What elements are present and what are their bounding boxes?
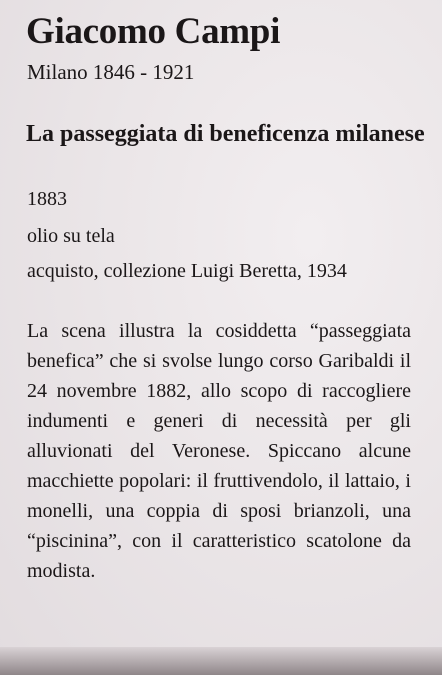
artwork-description: La scena illustra la cosiddetta “passeggiata benefica” che si svolse lungo corso Garibaldi il 24 novembre 1882, allo scopo di raccogliere indumenti e generi di necessità per gli alluvionati del Veronese. Spiccano alcune macchiette popolari: il fruttivendolo, il lattaio, i monelli, una coppia di sposi brianzoli, una “piscinina”, con il caratteristico scatolone da modista. [27,320,411,582]
label-bottom-edge [0,647,442,675]
artist-dates: Milano 1846 - 1921 [27,60,195,84]
artwork-medium: olio su tela [27,225,115,247]
artwork-year: 1883 [27,188,67,210]
artwork-acquisition: acquisto, collezione Luigi Beretta, 1934 [27,260,347,282]
artist-name: Giacomo Campi [26,11,281,52]
artwork-title: La passeggiata di beneficenza milanese [26,121,425,147]
